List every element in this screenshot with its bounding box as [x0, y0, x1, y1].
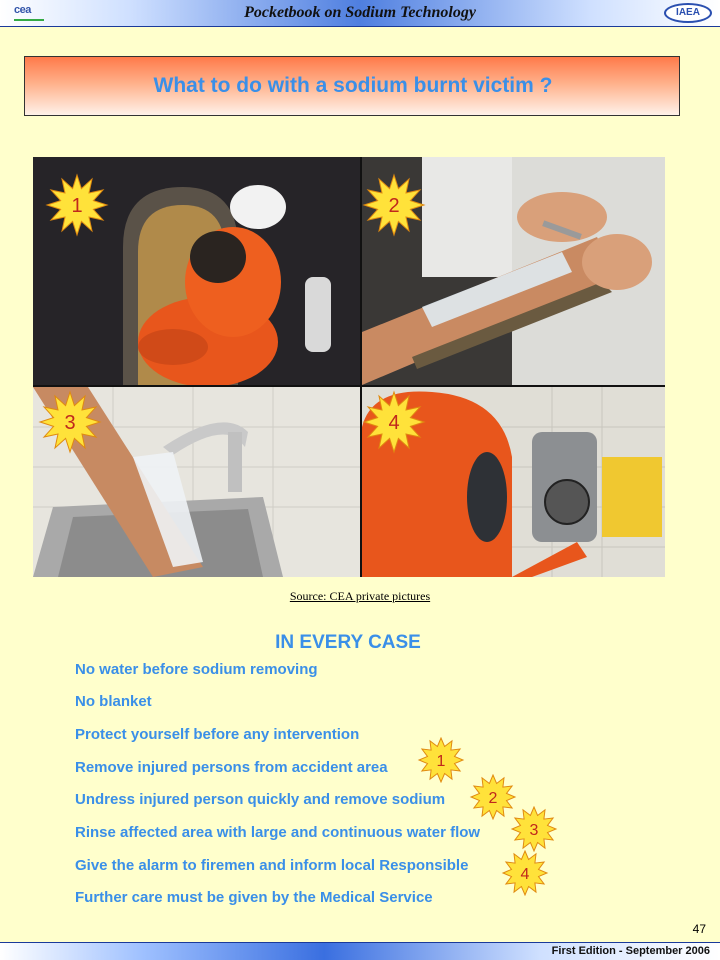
badge-number: 3 — [64, 412, 76, 434]
badge-number: 2 — [388, 195, 400, 217]
list-item: Protect yourself before any intervention — [75, 726, 360, 743]
marker-number: 2 — [488, 790, 498, 807]
header-title: Pocketbook on Sodium Technology — [244, 4, 476, 21]
step-marker-star — [500, 850, 550, 896]
step-marker-1 — [417, 737, 465, 783]
list-item: No blanket — [75, 693, 152, 710]
photo-collage — [33, 157, 665, 577]
list-item: Undress injured person quickly and remove sodium — [75, 791, 446, 808]
step-marker-star — [417, 737, 465, 783]
step-marker-4 — [500, 850, 550, 896]
marker-number: 1 — [436, 753, 446, 770]
step-marker-star — [510, 806, 558, 852]
footer-bar — [0, 942, 720, 960]
list-item: No water before sodium removing — [75, 661, 318, 678]
list-item: Rinse affected area with large and continuous water flow — [75, 824, 481, 841]
photo-badge-2 — [364, 175, 424, 235]
photo-badge-4 — [364, 392, 424, 452]
badge-number: 4 — [388, 412, 400, 434]
list-item: Further care must be given by the Medical Service — [75, 889, 433, 906]
list-item: Give the alarm to firemen and inform local Responsible — [75, 857, 469, 874]
badge-number: 1 — [71, 195, 83, 217]
page-title: What to do with a sodium burnt victim ? — [153, 74, 553, 97]
photo-badge-1 — [47, 175, 107, 235]
marker-number: 4 — [520, 866, 530, 883]
photo-badge-3 — [40, 392, 100, 452]
cea-logo-text: cea — [14, 4, 31, 16]
page-number: 47 — [692, 922, 706, 936]
marker-number: 3 — [529, 822, 539, 839]
photo-badges-layer — [33, 157, 665, 577]
iaea-logo: IAEA — [664, 3, 712, 23]
photo-source-caption: Source: CEA private pictures — [289, 589, 431, 603]
list-item: Remove injured persons from accident area — [75, 759, 388, 776]
edition-label: First Edition - September 2006 — [551, 945, 710, 957]
header-bar — [0, 0, 720, 27]
case-heading: IN EVERY CASE — [275, 632, 421, 653]
title-box — [24, 56, 680, 116]
step-marker-3 — [510, 806, 558, 852]
